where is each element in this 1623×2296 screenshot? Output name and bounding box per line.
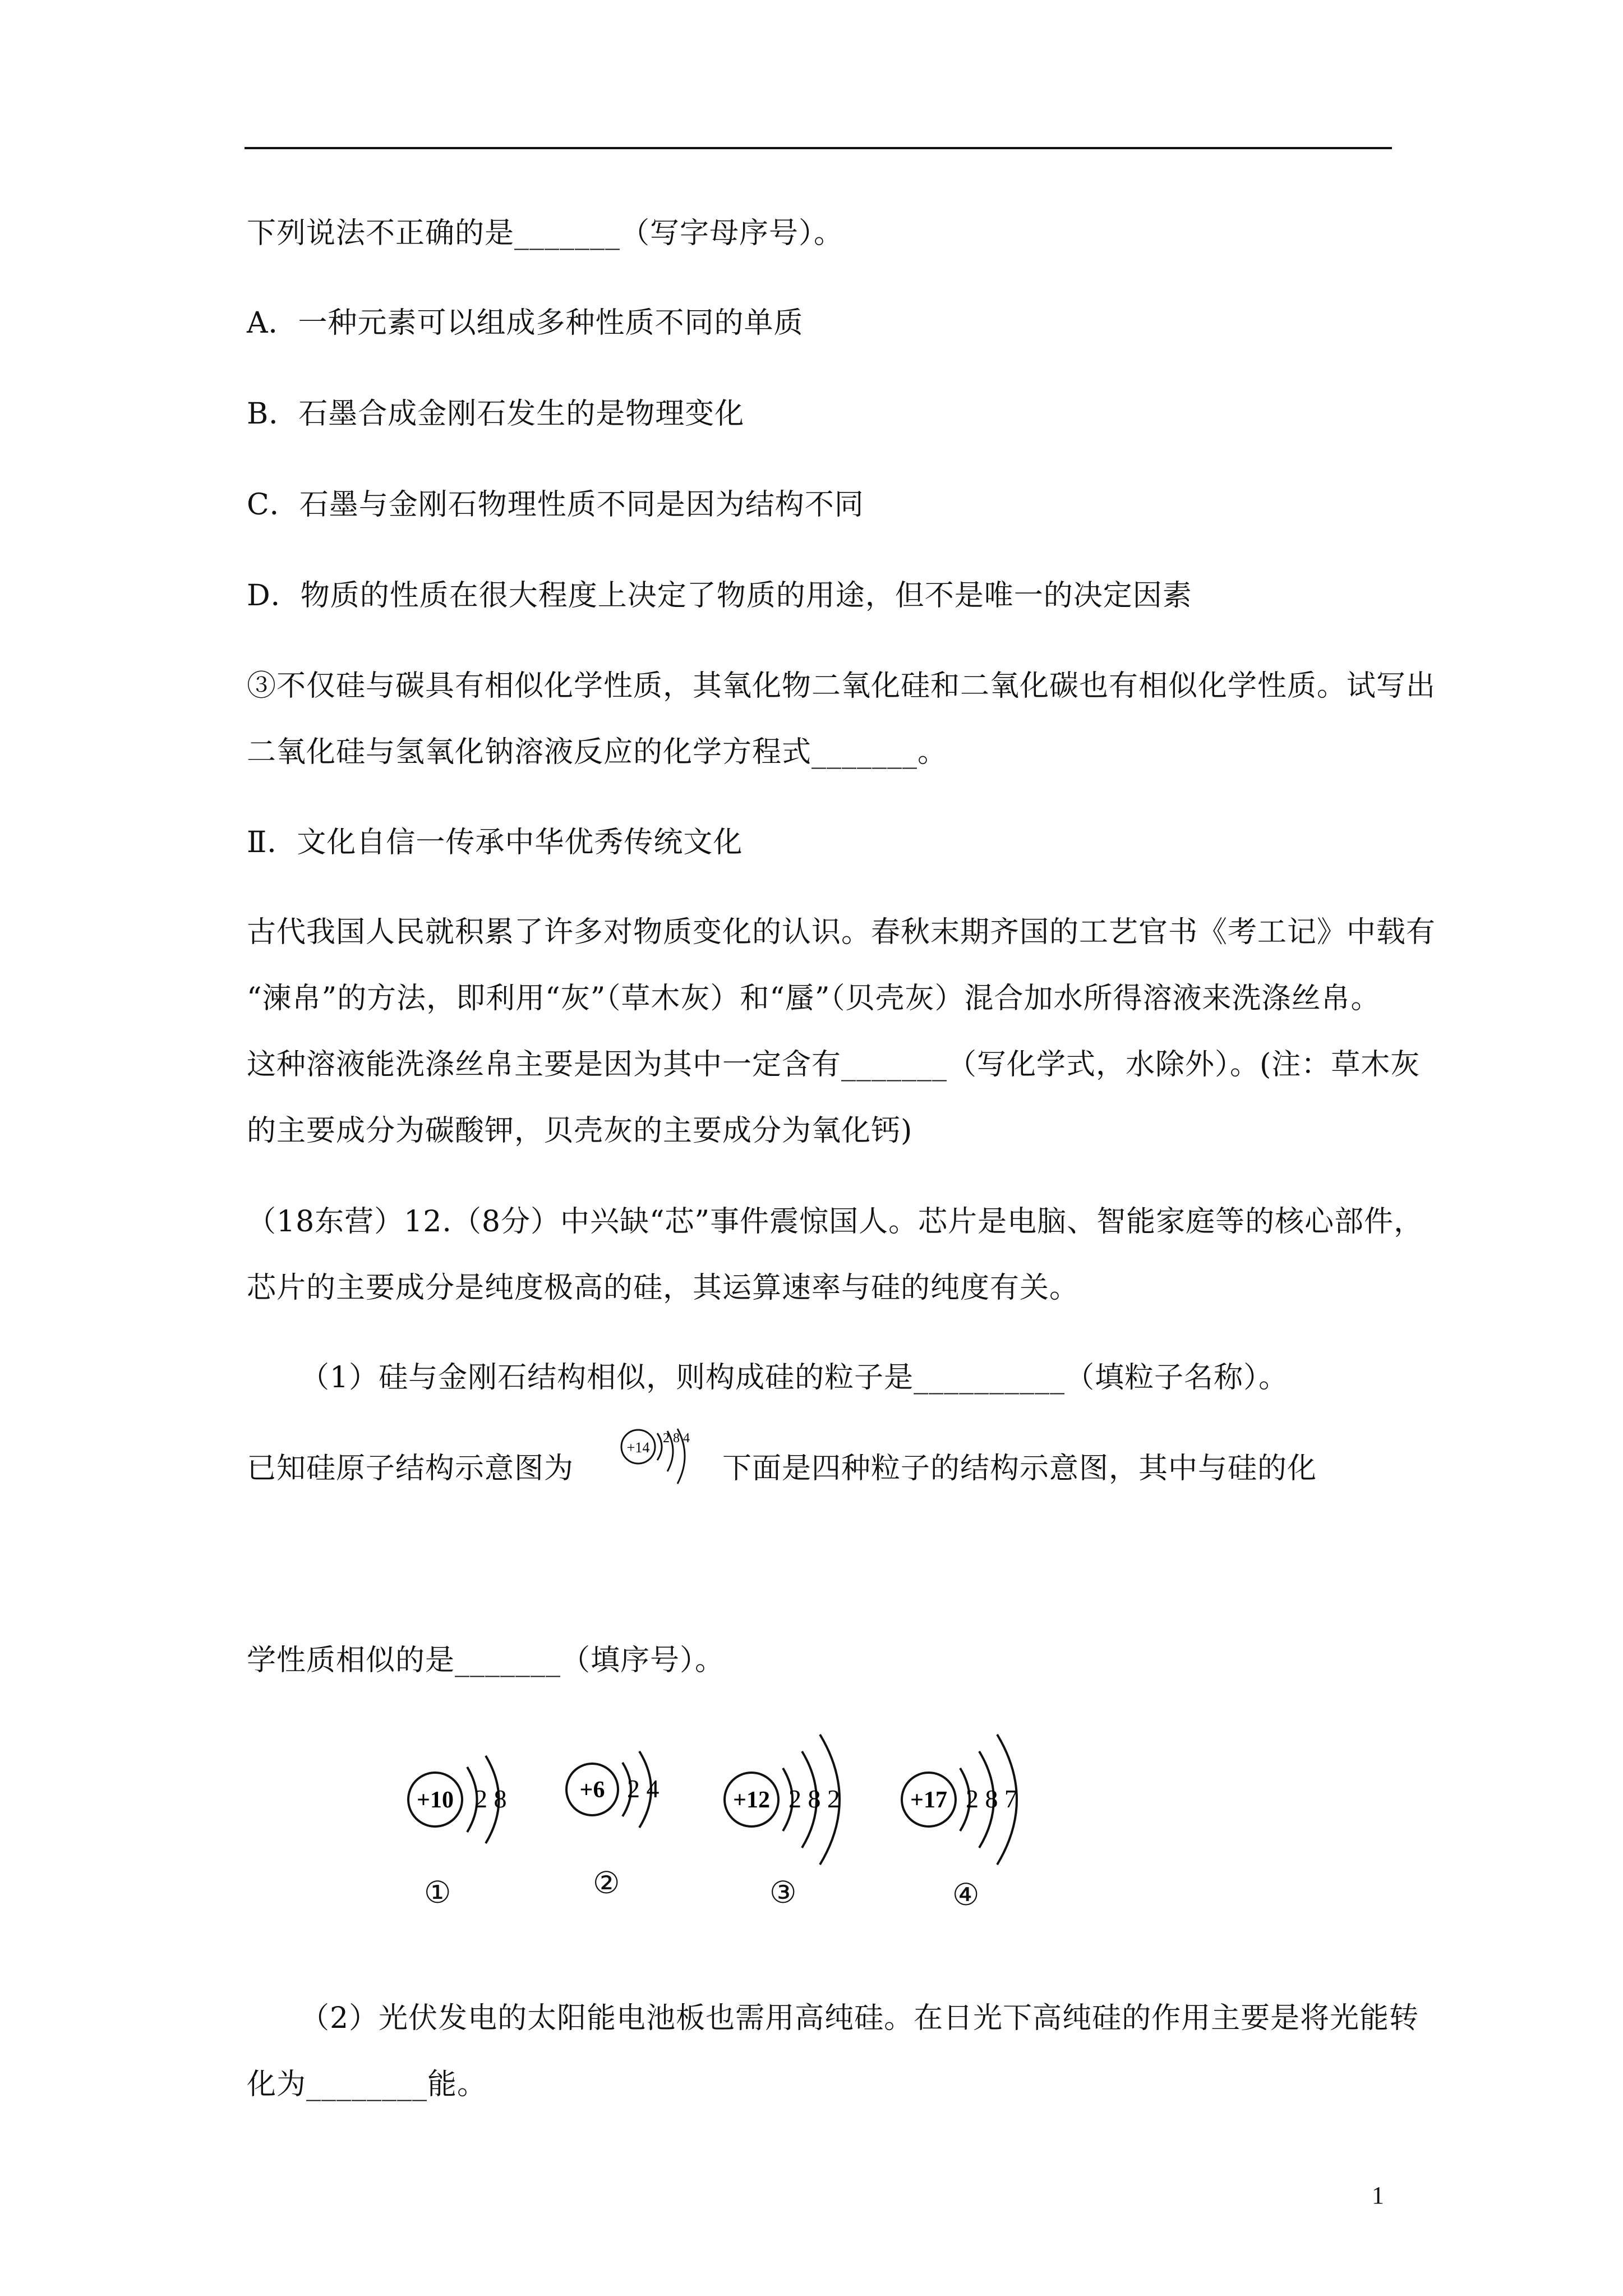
sub-question-1: （1）硅与金刚石结构相似，则构成硅的粒子是__________（填粒子名称）。	[300, 1361, 1289, 1395]
text-line-17: 学性质相似的是_______（填序号）。	[247, 1644, 725, 1677]
question-header: （18东营）12.（8分）中兴缺“芯”事件震惊国人。芯片是电脑、智能家庭等的核心部件，	[247, 1205, 1424, 1239]
text-line-16b: 下面是四种粒子的结构示意图，其中与硅的化	[722, 1452, 1317, 1485]
text-line-6: ③不仅硅与碳具有相似化学性质，其氧化物二氧化硅和二氧化碳也有相似化学性质。试写出	[247, 669, 1436, 703]
particle-label-4: ④	[952, 1877, 980, 1912]
particle-diagram-2	[561, 1711, 684, 1848]
particle-1-nucleus: +10	[417, 1787, 454, 1813]
text-line-7: 二氧化硅与氢氧化钠溶液反应的化学方程式_______。	[247, 735, 948, 769]
particle-4-nucleus: +17	[910, 1787, 947, 1813]
option-c: C．石墨与金刚石物理性质不同是因为结构不同	[247, 488, 864, 522]
particle-diagram-4	[896, 1705, 1042, 1876]
text-line-10: “湅帛”的方法，即利用“灰”（草木灰）和“蜃”（贝壳灰）混合加水所得溶液来洗涤丝帛。	[247, 982, 1381, 1015]
text-line-11: 这种溶液能洗涤丝帛主要是因为其中一定含有_______（写化学式，水除外）。(注：草木灰	[247, 1048, 1421, 1082]
option-a: A．一种元素可以组成多种性质不同的单质	[247, 306, 804, 340]
silicon-shell-label: 2 8 4	[663, 1431, 690, 1446]
particle-label-1: ①	[424, 1875, 451, 1910]
header-rule	[245, 147, 1392, 149]
option-d: D．物质的性质在很大程度上决定了物质的用途，但不是唯一的决定因素	[247, 579, 1192, 613]
sub-question-2: （2）光伏发电的太阳能电池板也需用高纯硅。在日光下高纯硅的作用主要是将光能转	[300, 2001, 1419, 2035]
silicon-atom-diagram	[615, 1423, 699, 1504]
text-line-9: 古代我国人民就积累了许多对物质变化的认识。春秋末期齐国的工艺官书《考工记》中载有	[247, 915, 1436, 949]
particle-diagram-3	[719, 1705, 865, 1876]
page-number: 1	[1372, 2182, 1384, 2209]
silicon-nucleus-label: +14	[626, 1439, 650, 1456]
option-b: B．石墨合成金刚石发生的是物理变化	[247, 397, 745, 431]
particle-4-shells: 2 8 7	[966, 1784, 1017, 1813]
text-line-14: 芯片的主要成分是纯度极高的硅，其运算速率与硅的纯度有关。	[247, 1271, 1080, 1305]
text-line-12: 的主要成分为碳酸钾，贝壳灰的主要成分为氧化钙)	[247, 1114, 913, 1148]
particle-2-nucleus: +6	[579, 1777, 605, 1803]
text-line-1: 下列说法不正确的是_______（写字母序号）。	[247, 217, 844, 250]
particle-diagram-1	[403, 1733, 526, 1870]
particle-3-shells: 2 8 2	[789, 1784, 840, 1813]
particle-label-2: ②	[593, 1865, 620, 1901]
text-line-16a: 已知硅原子结构示意图为	[247, 1452, 574, 1485]
text-line-19: 化为________能。	[247, 2068, 487, 2101]
section-heading: Ⅱ．文化自信一传承中华优秀传统文化	[247, 826, 743, 859]
particle-label-3: ③	[769, 1875, 797, 1910]
particle-1-shells: 2 8	[474, 1784, 507, 1813]
particle-2-shells: 2 4	[627, 1774, 660, 1803]
particle-3-nucleus: +12	[733, 1787, 770, 1813]
